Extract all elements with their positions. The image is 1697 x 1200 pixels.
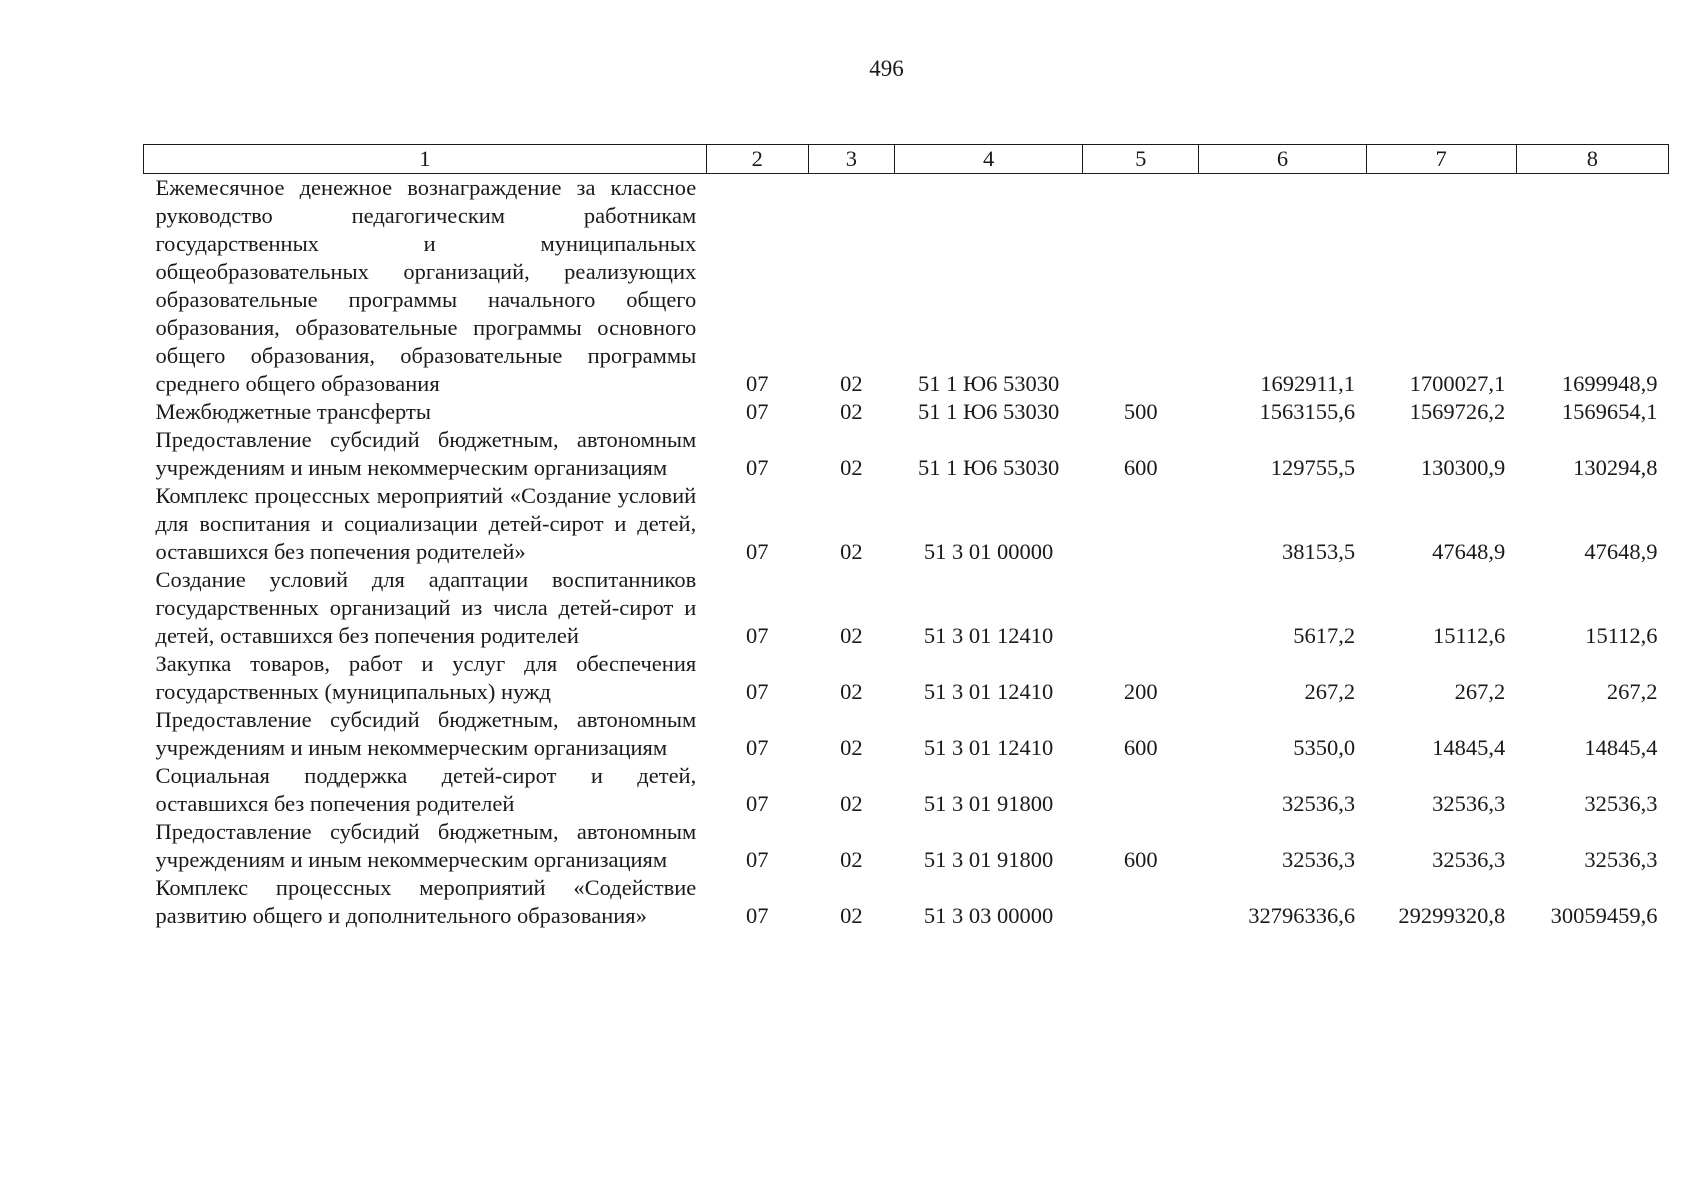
amount-year-3: 267,2	[1606, 679, 1658, 704]
header-row	[144, 145, 1669, 174]
amount-year-1: 1563155,6	[1259, 399, 1356, 424]
amount-year-2: 29299320,8	[1398, 903, 1506, 928]
section-code: 07	[746, 679, 769, 704]
item-name: Комплекс процессных мероприятий «Содействие развитию общего и дополнительного образования»	[155, 875, 697, 928]
item-name: Социальная поддержка детей-сирот и детей, оставшихся без попечения родителей	[155, 763, 697, 816]
expense-type-code	[1083, 482, 1199, 566]
amount-year-1: 267,2	[1304, 679, 1356, 704]
column-header: 1	[144, 145, 707, 174]
expense-type-code: 500	[1123, 399, 1158, 424]
item-name: Предоставление субсидий бюджетным, автономным учреждениям и иным некоммерческим организациям	[155, 707, 697, 760]
section-code: 07	[746, 735, 769, 760]
amount-year-2: 15112,6	[1432, 623, 1506, 648]
target-article-code: 51 3 01 00000	[923, 539, 1054, 564]
target-article-code: 51 3 01 91800	[923, 847, 1054, 872]
expense-type-code: 600	[1123, 455, 1158, 480]
item-name: Закупка товаров, работ и услуг для обеспечения государственных (муниципальных) нужд	[155, 651, 697, 704]
amount-year-3: 130294,8	[1573, 455, 1658, 480]
section-code: 07	[746, 623, 769, 648]
amount-year-1: 32536,3	[1281, 847, 1356, 872]
table-row	[144, 426, 1669, 482]
amount-year-1: 129755,5	[1270, 455, 1356, 480]
amount-year-1: 32796336,6	[1248, 903, 1356, 928]
item-name: Ежемесячное денежное вознаграждение за классное руководство педагогическим работникам государственных и муниципальных общеобразовательных организаций, реализующих образовательные программы начального общего образования, образовательные программы основного общего образования, образовательные программы среднего общего образования	[155, 175, 697, 396]
budget-table	[143, 144, 1669, 930]
subsection-code: 02	[840, 847, 863, 872]
amount-year-3: 32536,3	[1584, 847, 1658, 872]
amount-year-3: 1699948,9	[1561, 371, 1658, 396]
column-header: 6	[1199, 145, 1366, 174]
expense-type-code	[1083, 174, 1199, 399]
column-header: 3	[808, 145, 894, 174]
table-row	[144, 174, 1669, 399]
amount-year-2: 32536,3	[1432, 847, 1506, 872]
section-code: 07	[746, 539, 769, 564]
amount-year-2: 130300,9	[1420, 455, 1506, 480]
table-row	[144, 818, 1669, 874]
target-article-code: 51 1 Ю6 53030	[917, 371, 1060, 396]
amount-year-3: 15112,6	[1585, 623, 1658, 648]
target-article-code: 51 1 Ю6 53030	[917, 455, 1060, 480]
table-row	[144, 650, 1669, 706]
amount-year-1: 5617,2	[1293, 623, 1356, 648]
subsection-code: 02	[840, 399, 863, 424]
column-header: 7	[1366, 145, 1516, 174]
target-article-code: 51 3 03 00000	[923, 903, 1054, 928]
amount-year-3: 1569654,1	[1561, 399, 1658, 424]
target-article-code: 51 1 Ю6 53030	[917, 399, 1060, 424]
table-row	[144, 398, 1669, 426]
item-name: Предоставление субсидий бюджетным, автономным учреждениям и иным некоммерческим организациям	[155, 427, 697, 480]
expense-type-code	[1083, 874, 1199, 930]
amount-year-2: 1700027,1	[1409, 371, 1506, 396]
item-name: Предоставление субсидий бюджетным, автономным учреждениям и иным некоммерческим организациям	[155, 819, 697, 872]
expense-type-code: 600	[1123, 735, 1158, 760]
expense-type-code	[1083, 566, 1199, 650]
page-number: 496	[869, 56, 904, 81]
item-name: Создание условий для адаптации воспитанников государственных организаций из числа детей-сирот и детей, оставшихся без попечения родителей	[155, 567, 697, 648]
amount-year-1: 32536,3	[1281, 791, 1356, 816]
table-row	[144, 482, 1669, 566]
section-code: 07	[746, 455, 769, 480]
table-row	[144, 566, 1669, 650]
expense-type-code: 600	[1123, 847, 1158, 872]
amount-year-2: 47648,9	[1432, 539, 1506, 564]
amount-year-2: 14845,4	[1432, 735, 1506, 760]
table-row	[144, 762, 1669, 818]
section-code: 07	[746, 847, 769, 872]
target-article-code: 51 3 01 12410	[923, 623, 1054, 648]
section-code: 07	[746, 791, 769, 816]
expense-type-code: 200	[1123, 679, 1158, 704]
amount-year-1: 5350,0	[1293, 735, 1356, 760]
column-header: 8	[1516, 145, 1668, 174]
amount-year-1: 1692911,1	[1260, 371, 1356, 396]
table-row	[144, 706, 1669, 762]
section-code: 07	[746, 371, 769, 396]
section-code: 07	[746, 903, 769, 928]
item-name: Межбюджетные трансферты	[155, 399, 431, 424]
amount-year-3: 47648,9	[1584, 539, 1658, 564]
subsection-code: 02	[840, 539, 863, 564]
amount-year-3: 32536,3	[1584, 791, 1658, 816]
subsection-code: 02	[840, 623, 863, 648]
target-article-code: 51 3 01 12410	[923, 679, 1054, 704]
column-header: 2	[706, 145, 808, 174]
item-name: Комплекс процессных мероприятий «Создание условий для воспитания и социализации детей-сирот и детей, оставшихся без попечения родителей»	[155, 483, 697, 564]
amount-year-1: 38153,5	[1281, 539, 1356, 564]
subsection-code: 02	[840, 455, 863, 480]
subsection-code: 02	[840, 735, 863, 760]
amount-year-3: 14845,4	[1584, 735, 1658, 760]
subsection-code: 02	[840, 371, 863, 396]
section-code: 07	[746, 399, 769, 424]
subsection-code: 02	[840, 791, 863, 816]
subsection-code: 02	[840, 903, 863, 928]
amount-year-3: 30059459,6	[1550, 903, 1658, 928]
subsection-code: 02	[840, 679, 863, 704]
column-header: 4	[894, 145, 1082, 174]
amount-year-2: 267,2	[1454, 679, 1506, 704]
amount-year-2: 1569726,2	[1409, 399, 1506, 424]
amount-year-2: 32536,3	[1432, 791, 1506, 816]
target-article-code: 51 3 01 12410	[923, 735, 1054, 760]
table-row	[144, 874, 1669, 930]
column-header: 5	[1083, 145, 1199, 174]
target-article-code: 51 3 01 91800	[923, 791, 1054, 816]
expense-type-code	[1083, 762, 1199, 818]
